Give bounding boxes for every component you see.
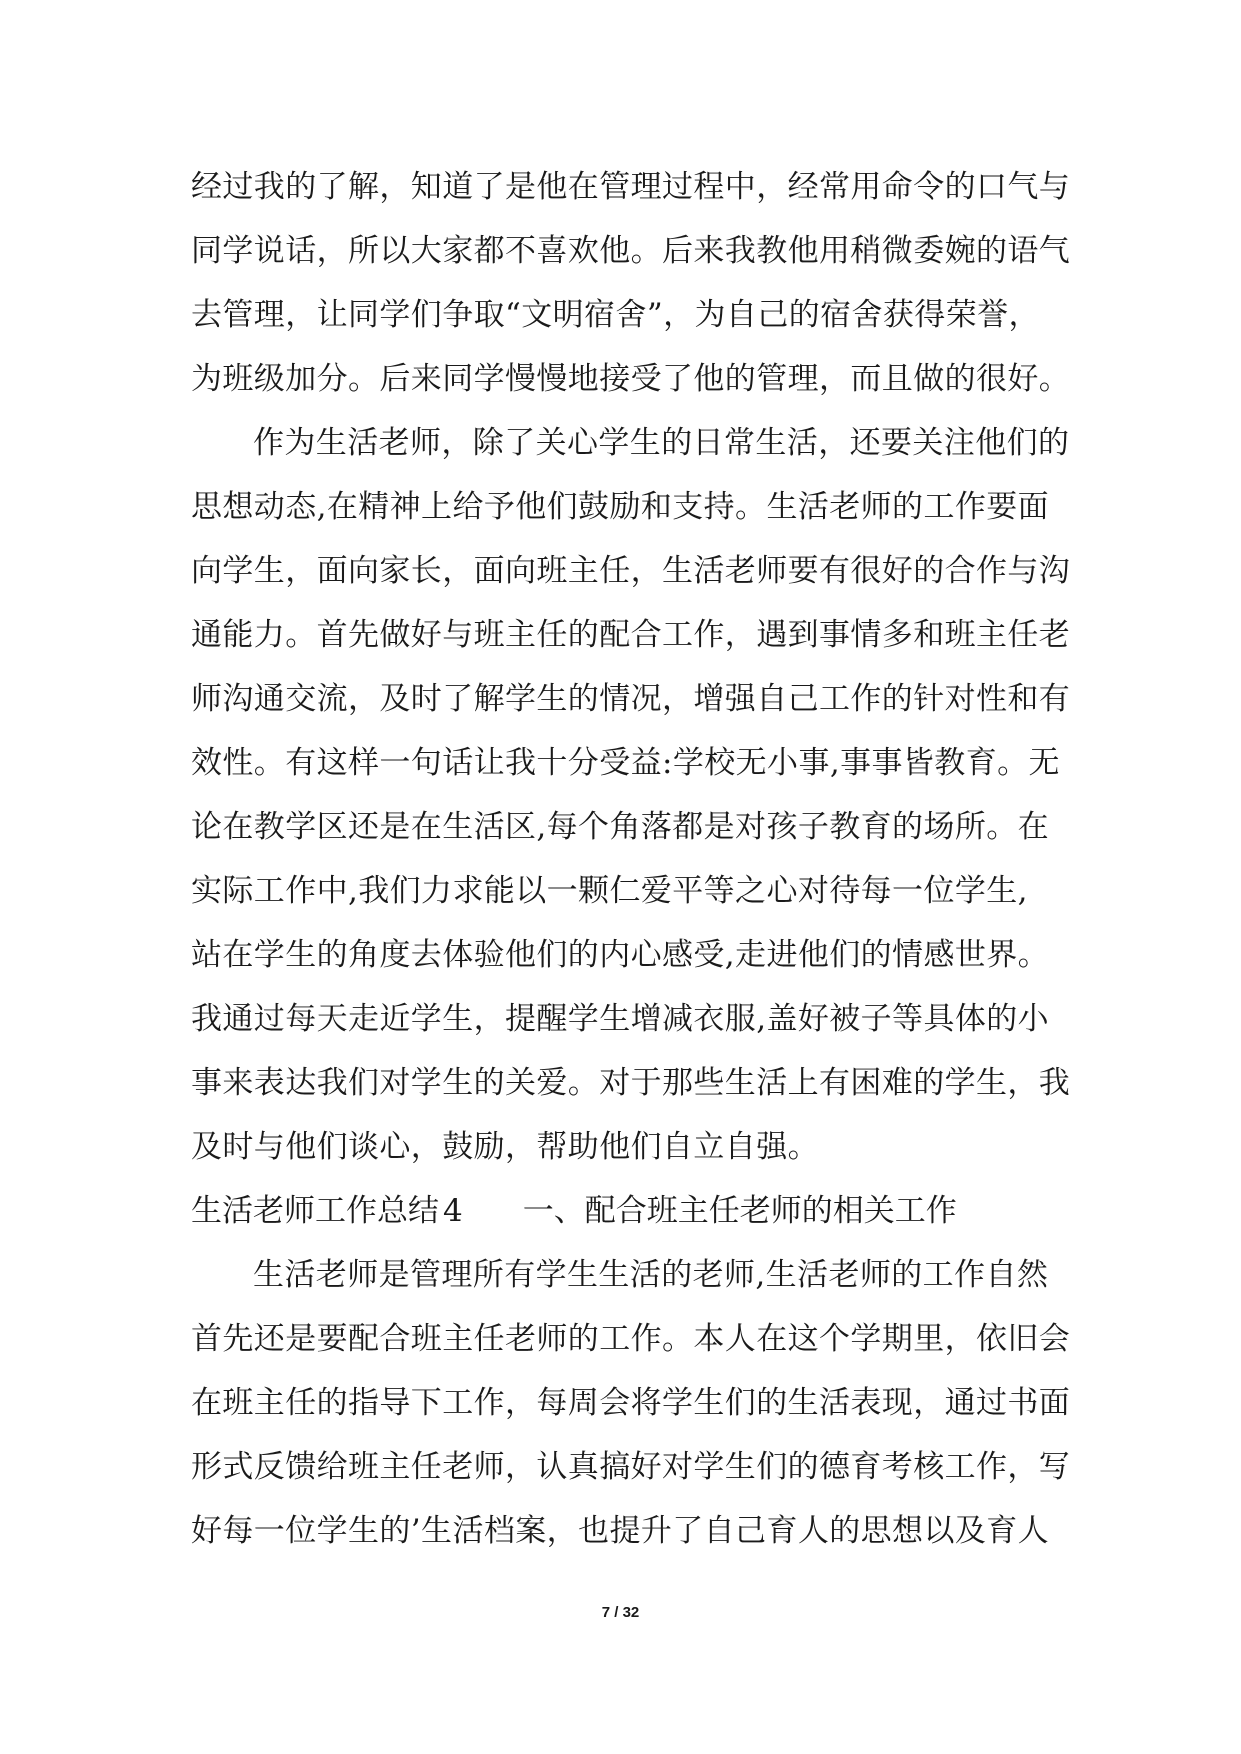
text-line: 向学生，面向家长，面向班主任，生活老师要有很好的合作与沟 bbox=[191, 553, 1071, 589]
paragraph-start-line: 作为生活老师，除了关心学生的日常生活，还要关注他们的 bbox=[253, 425, 1070, 461]
section-number: 4 bbox=[443, 1193, 463, 1229]
text-line: 实际工作中,我们力求能以一颗仁爱平等之心对待每一位学生, bbox=[191, 873, 1028, 909]
page-number: 7 / 32 bbox=[601, 1604, 640, 1621]
paragraph-start-line: 生活老师是管理所有学生生活的老师,生活老师的工作自然 bbox=[253, 1257, 1049, 1293]
text-line: 形式反馈给班主任老师，认真搞好对学生们的德育考核工作，写 bbox=[191, 1449, 1071, 1485]
text-line: 经过我的了解，知道了是他在管理过程中，经常用命令的口气与 bbox=[191, 169, 1071, 205]
text-line: 同学说话，所以大家都不喜欢他。后来我教他用稍微委婉的语气 bbox=[191, 233, 1071, 269]
text-line: 好每一位学生的’生活档案，也提升了自己育人的思想以及育人 bbox=[191, 1513, 1050, 1549]
text-line: 通能力。首先做好与班主任的配合工作，遇到事情多和班主任老 bbox=[191, 617, 1071, 653]
text-line: 首先还是要配合班主任老师的工作。本人在这个学期里，依旧会 bbox=[191, 1321, 1071, 1357]
text-line: 在班主任的指导下工作，每周会将学生们的生活表现，通过书面 bbox=[191, 1385, 1071, 1421]
text-line: 为班级加分。后来同学慢慢地接受了他的管理，而且做的很好。 bbox=[191, 361, 1071, 397]
section-title: 生活老师工作总结 bbox=[191, 1193, 439, 1229]
body-text bbox=[191, 155, 1071, 1563]
text-line: 及时与他们谈心，鼓励，帮助他们自立自强。 bbox=[191, 1129, 819, 1165]
text-line: 思想动态,在精神上给予他们鼓励和支持。生活老师的工作要面 bbox=[191, 489, 1050, 525]
text-line: 事来表达我们对学生的关爱。对于那些生活上有困难的学生，我 bbox=[191, 1065, 1071, 1101]
text-line: 去管理，让同学们争取“文明宿舍”，为自己的宿舍获得荣誉， bbox=[191, 297, 1040, 333]
text-line: 效性。有这样一句话让我十分受益:学校无小事,事事皆教育。无 bbox=[191, 745, 1060, 781]
text-line: 论在教学区还是在生活区,每个角落都是对孩子教育的场所。在 bbox=[191, 809, 1050, 845]
text-line: 站在学生的角度去体验他们的内心感受,走进他们的情感世界。 bbox=[191, 937, 1050, 973]
section-subtitle: 一、配合班主任老师的相关工作 bbox=[522, 1193, 957, 1229]
section-heading bbox=[191, 1179, 1071, 1243]
text-line: 我通过每天走近学生，提醒学生增减衣服,盖好被子等具体的小 bbox=[191, 1001, 1050, 1037]
text-line: 师沟通交流，及时了解学生的情况，增强自己工作的针对性和有 bbox=[191, 681, 1071, 717]
